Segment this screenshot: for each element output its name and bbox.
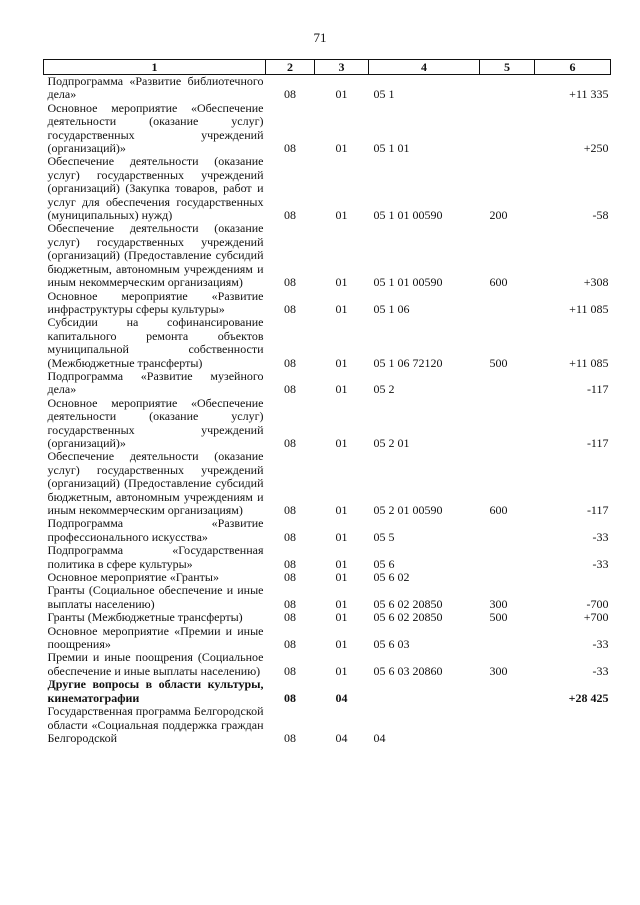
row-section: 08 xyxy=(284,690,296,705)
row-section: 08 xyxy=(284,355,296,370)
row-target-article: 05 5 xyxy=(373,529,395,544)
row-target-article: 05 2 01 xyxy=(373,435,410,450)
row-target-article: 05 2 01 00590 xyxy=(373,503,443,517)
row-subsection: 01 xyxy=(335,529,348,544)
row-subsection: 04 xyxy=(335,730,348,745)
row-subsection: 01 xyxy=(335,435,348,450)
header-col-6: 6 xyxy=(535,60,611,75)
row-subsection: 01 xyxy=(335,570,348,585)
row-amount: -33 xyxy=(592,637,609,652)
table-row xyxy=(44,571,611,584)
table-row xyxy=(44,611,611,624)
row-amount: +250 xyxy=(583,141,609,156)
row-expense-type: 200 xyxy=(489,208,508,223)
row-expense-type: 500 xyxy=(489,610,508,625)
row-amount: +28 425 xyxy=(568,690,609,705)
row-amount: -117 xyxy=(586,503,609,517)
row-target-article: 05 1 01 00590 xyxy=(373,275,443,290)
row-expense-type: 300 xyxy=(489,596,508,611)
row-name: Подпрограмма «Государственная политика в сфере культуры» xyxy=(47,543,264,571)
row-expense-type xyxy=(480,544,535,571)
row-target-article: 05 1 06 xyxy=(373,301,410,316)
row-expense-type xyxy=(480,678,535,705)
row-expense-type xyxy=(480,571,535,584)
header-col-1: 1 xyxy=(44,60,266,75)
row-target-article: 05 1 06 72120 xyxy=(373,355,443,370)
row-name: Основное мероприятие «Гранты» xyxy=(47,570,219,585)
table-row xyxy=(44,102,611,156)
row-section: 08 xyxy=(284,529,296,544)
row-name: Основное мероприятие «Премии и иные поощрения» xyxy=(47,623,264,652)
row-target-article: 04 xyxy=(373,730,386,745)
row-name: Обеспечение деятельности (оказание услуг) государственных учреждений (организаций) (Предоставление субсидий бюджетным, автономным учреждениям и иным некоммерческим организациям) xyxy=(47,449,264,517)
header-col-4: 4 xyxy=(369,60,480,75)
row-amount: -33 xyxy=(592,663,609,678)
table-row xyxy=(44,316,611,370)
row-name: Подпрограмма «Развитие музейного дела» xyxy=(47,368,264,397)
table-row xyxy=(44,222,611,289)
row-subsection: 01 xyxy=(335,503,348,517)
row-name: Подпрограмма «Развитие профессионального искусства» xyxy=(47,516,264,544)
row-section: 08 xyxy=(284,610,296,625)
row-name: Гранты (Социальное обеспечение и иные выплаты населению) xyxy=(47,583,264,611)
row-expense-type xyxy=(480,397,535,451)
table-row xyxy=(44,450,611,517)
row-subsection: 01 xyxy=(335,301,348,316)
row-amount xyxy=(535,705,611,745)
table-row xyxy=(44,651,611,678)
table-row xyxy=(44,75,611,102)
row-name: Субсидии на софинансирование капитального ремонта объектов муниципальной собственности (Межбюджетные трансферты) xyxy=(47,315,264,370)
table-row xyxy=(44,705,611,745)
row-expense-type xyxy=(480,705,535,745)
row-section: 08 xyxy=(284,730,296,745)
row-amount: -33 xyxy=(592,556,609,571)
row-subsection: 01 xyxy=(335,556,348,571)
row-amount: -700 xyxy=(586,596,609,611)
row-target-article: 05 6 02 xyxy=(373,570,410,585)
row-target-article: 05 6 xyxy=(373,556,395,571)
row-subsection: 01 xyxy=(335,355,348,370)
table-row xyxy=(44,584,611,611)
table-row xyxy=(44,370,611,397)
header-col-2: 2 xyxy=(266,60,315,75)
row-section: 08 xyxy=(284,301,296,316)
row-subsection: 01 xyxy=(335,637,348,652)
row-section: 08 xyxy=(284,503,296,517)
row-section: 08 xyxy=(284,275,296,290)
row-target-article: 05 2 xyxy=(373,382,395,397)
row-name: Основное мероприятие «Развитие инфраструктуры сферы культуры» xyxy=(47,288,264,316)
table-row xyxy=(44,544,611,571)
table-row xyxy=(44,290,611,317)
row-amount: -33 xyxy=(592,529,609,544)
table-row xyxy=(44,678,611,705)
row-target-article: 05 6 03 xyxy=(373,637,410,652)
row-section: 08 xyxy=(284,208,296,223)
row-name: Гранты (Межбюджетные трансферты) xyxy=(47,610,243,625)
row-target-article: 05 6 02 20850 xyxy=(373,610,443,625)
row-amount: -117 xyxy=(586,435,609,450)
row-amount: +308 xyxy=(583,275,609,290)
row-amount xyxy=(535,571,611,584)
table-row xyxy=(44,397,611,451)
table-row xyxy=(44,155,611,222)
row-name: Основное мероприятие «Обеспечение деятельности (оказание услуг) государственных учреждений (организаций)» xyxy=(47,100,264,156)
row-section: 08 xyxy=(284,596,296,611)
row-subsection: 01 xyxy=(335,596,348,611)
row-expense-type: 600 xyxy=(489,503,508,517)
row-name: Обеспечение деятельности (оказание услуг) государственных учреждений (организаций) (Предоставление субсидий бюджетным, автономным учреждениям и иным некоммерческим организациям) xyxy=(47,221,264,290)
row-name: Государственная программа Белгородской области «Социальная поддержка граждан Белгородской xyxy=(47,704,264,745)
row-amount: -117 xyxy=(586,382,609,397)
row-target-article: 05 6 02 20850 xyxy=(373,596,443,611)
row-section: 08 xyxy=(284,87,296,102)
row-section: 08 xyxy=(284,141,296,156)
row-name: Премии и иные поощрения (Социальное обеспечение и иные выплаты населению) xyxy=(47,650,264,678)
row-expense-type xyxy=(480,290,535,317)
row-expense-type xyxy=(480,625,535,652)
row-target-article: 05 1 01 00590 xyxy=(373,208,443,223)
row-name: Основное мероприятие «Обеспечение деятельности (оказание услуг) государственных учреждений (организаций)» xyxy=(47,395,264,450)
row-expense-type xyxy=(480,517,535,544)
table-row xyxy=(44,625,611,652)
header-col-5: 5 xyxy=(480,60,535,75)
row-section: 08 xyxy=(284,382,296,397)
row-name: Другие вопросы в области культуры, кинематографии xyxy=(47,677,264,705)
row-subsection: 01 xyxy=(335,208,348,223)
row-subsection: 01 xyxy=(335,275,348,290)
row-subsection: 04 xyxy=(335,690,348,705)
row-name: Обеспечение деятельности (оказание услуг) государственных учреждений (организаций) (Закупка товаров, работ и услуг для обеспечения государственных (муниципальных) нужд) xyxy=(47,154,264,223)
row-amount: +11 085 xyxy=(569,355,609,370)
row-section: 08 xyxy=(284,570,296,585)
row-expense-type: 500 xyxy=(489,355,508,370)
table-row xyxy=(44,517,611,544)
row-target-article: 05 1 xyxy=(373,87,395,102)
row-amount: -58 xyxy=(592,208,609,223)
row-amount: +11 335 xyxy=(569,87,609,102)
row-section: 08 xyxy=(284,663,296,678)
row-subsection: 01 xyxy=(335,382,348,397)
row-section: 08 xyxy=(284,637,296,652)
row-target-article xyxy=(369,678,480,705)
row-section: 08 xyxy=(284,556,296,571)
row-subsection: 01 xyxy=(335,610,348,625)
table-header-row xyxy=(44,60,611,75)
row-subsection: 01 xyxy=(335,87,348,102)
row-expense-type: 600 xyxy=(489,275,508,290)
row-amount: +700 xyxy=(583,610,609,625)
page-number: 71 xyxy=(313,30,327,45)
row-section: 08 xyxy=(284,435,296,450)
row-subsection: 01 xyxy=(335,141,348,156)
row-subsection: 01 xyxy=(335,663,348,678)
header-col-3: 3 xyxy=(315,60,369,75)
row-expense-type: 300 xyxy=(489,663,508,678)
budget-table xyxy=(43,59,611,745)
row-name: Подпрограмма «Развитие библиотечного дела» xyxy=(47,74,264,102)
row-target-article: 05 6 03 20860 xyxy=(373,663,443,678)
row-target-article: 05 1 01 xyxy=(373,141,410,156)
row-expense-type xyxy=(480,370,535,397)
row-amount: +11 085 xyxy=(569,301,609,316)
row-expense-type xyxy=(480,102,535,156)
row-expense-type xyxy=(480,75,535,102)
